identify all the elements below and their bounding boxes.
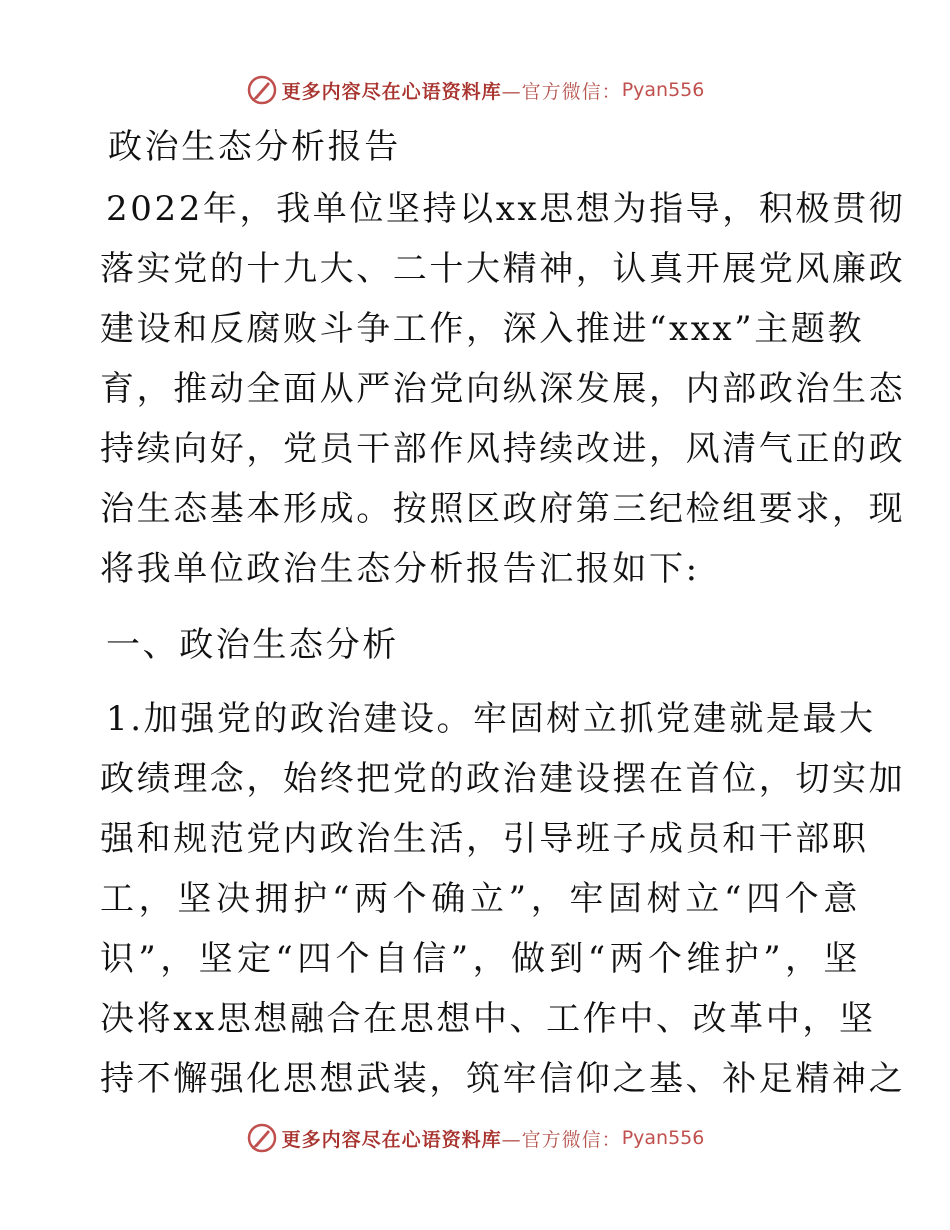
paragraph-1-line: 治生态基本形成。按照区政府第三纪检组要求，现 [100, 489, 906, 529]
watermark-footer [0, 1122, 950, 1154]
quill-logo-icon [246, 74, 278, 106]
watermark-header [0, 74, 950, 106]
paragraph-1-line: 育，推动全面从严治党向纵深发展，内部政治生态 [100, 369, 906, 409]
paragraph-1-line: 持续向好，党员干部作风持续改进，风清气正的政 [100, 429, 906, 469]
paragraph-1-line: 落实党的十九大、二十大精神，认真开展党风廉政 [100, 249, 906, 289]
paragraph-2-line: 持不懈强化思想武装，筑牢信仰之基、补足精神之 [100, 1059, 906, 1099]
paragraph-2-line: 强和规范党内政治生活，引导班子成员和干部职 [100, 819, 869, 859]
section-heading: 一、政治生态分析 [106, 625, 399, 665]
watermark-main-text: 更多内容尽在心语资料库 [281, 80, 502, 103]
paragraph-2-line: 政绩理念，始终把党的政治建设摆在首位，切实加 [100, 759, 906, 799]
watermark-sub-text: —官方微信： [501, 1128, 622, 1151]
paragraph-2-line: 决将xx思想融合在思想中、工作中、改革中，坚 [100, 999, 876, 1039]
watermark-sub-text: —官方微信： [501, 80, 622, 103]
document-title: 政治生态分析报告 [108, 127, 401, 167]
paragraph-1-line: 2022年，我单位坚持以xx思想为指导，积极贯彻 [106, 189, 906, 229]
paragraph-1-line: 建设和反腐败斗争工作，深入推进“xxx”主题教 [100, 309, 865, 349]
watermark-wechat-id: Pyan556 [621, 1127, 705, 1149]
paragraph-1-line: 将我单位政治生态分析报告汇报如下: [100, 549, 700, 589]
watermark-wechat-id: Pyan556 [621, 79, 705, 101]
paragraph-2-line: 工，坚决拥护“两个确立”，牢固树立“四个意 [100, 879, 860, 919]
watermark-main-text: 更多内容尽在心语资料库 [281, 1128, 502, 1151]
paragraph-2-line: 识”，坚定“四个自信”，做到“两个维护”，坚 [100, 939, 860, 979]
quill-logo-icon [246, 1122, 278, 1154]
paragraph-2-line: 1.加强党的政治建设。牢固树立抓党建就是最大 [106, 699, 876, 739]
